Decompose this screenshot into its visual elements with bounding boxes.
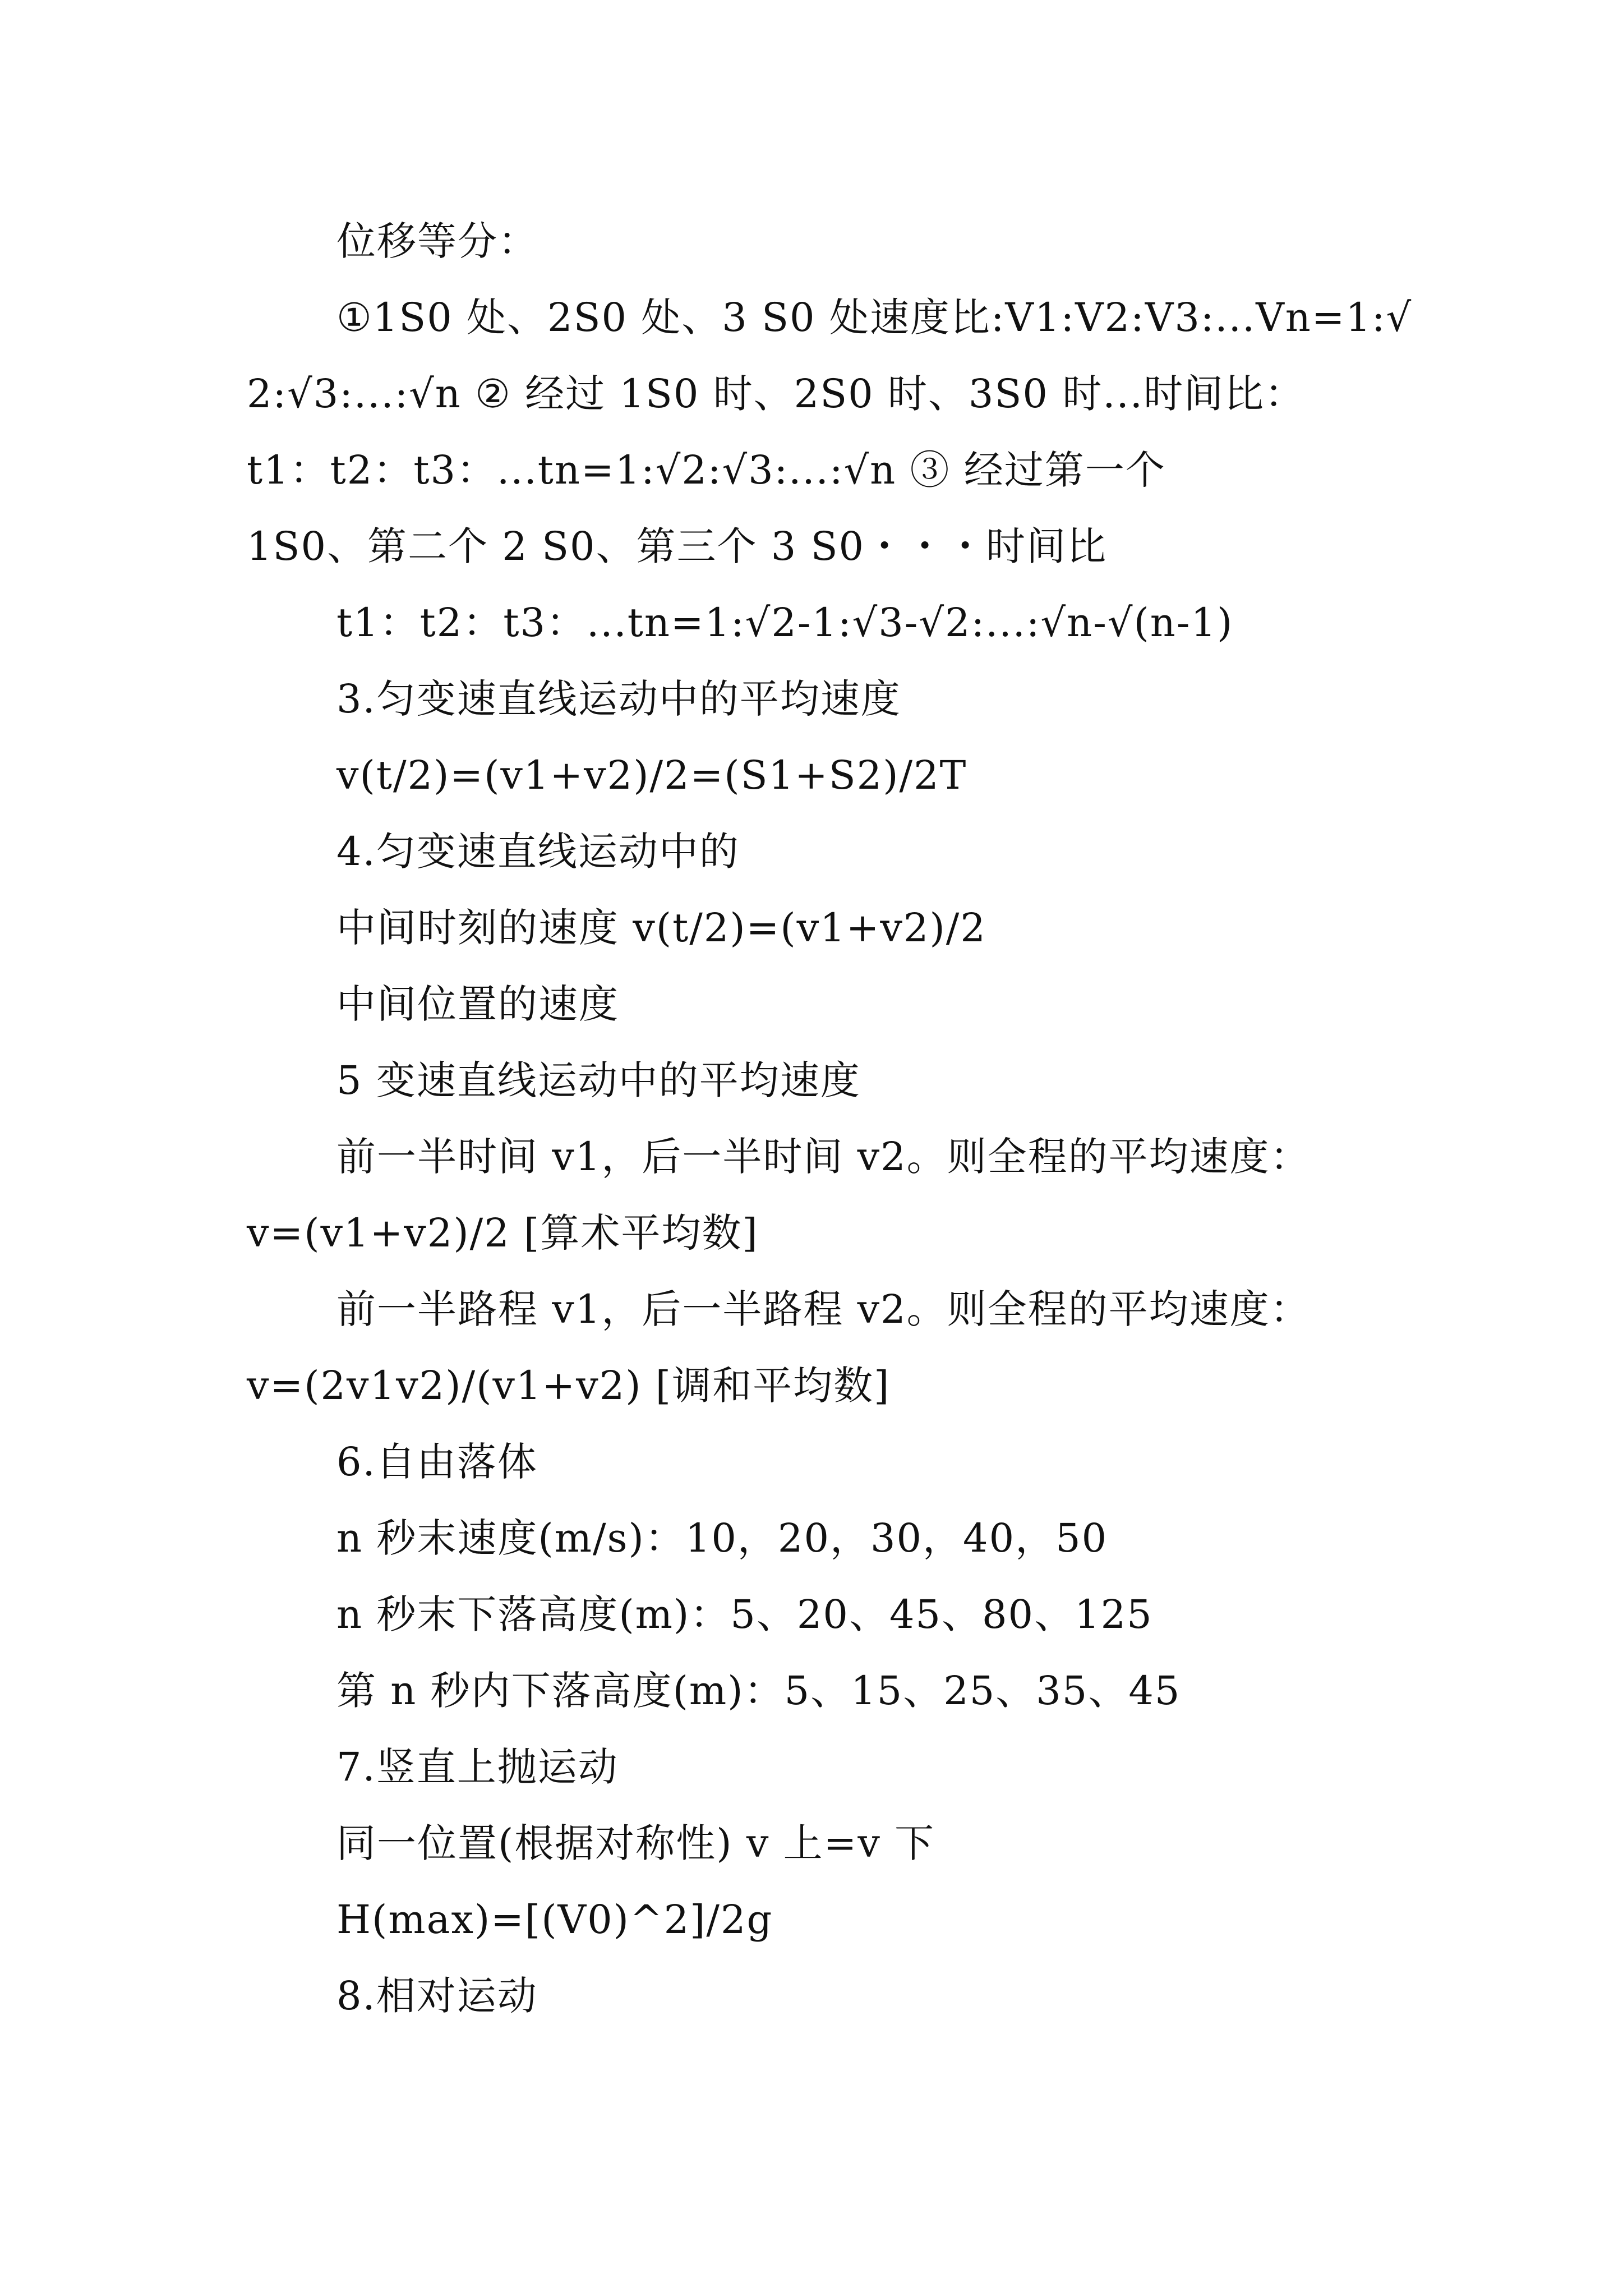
text-line-11: 中间位置的速度	[336, 981, 619, 1027]
text-line-8: v(t/2)=(v1+v2)/2=(S1+S2)/2T	[336, 752, 967, 798]
text-line-6: t1：t2：t3：...tn=1:√2-1:√3-√2:...:√n-√(n-1)	[336, 600, 1234, 646]
text-line-4: t1：t2：t3：...tn=1:√2:√3:...:√n ③ 经过第一个	[247, 447, 1166, 493]
text-line-18: n 秒末速度(m/s)：10，20，30，40，50	[336, 1515, 1108, 1561]
text-line-12: 5 变速直线运动中的平均速度	[336, 1057, 861, 1103]
text-line-10: 中间时刻的速度 v(t/2)=(v1+v2)/2	[336, 905, 986, 951]
text-line-14: v=(v1+v2)/2 [算术平均数]	[247, 1210, 759, 1256]
text-line-7: 3.匀变速直线运动中的平均速度	[336, 676, 901, 722]
text-line-16: v=(2v1v2)/(v1+v2) [调和平均数]	[247, 1363, 891, 1409]
text-line-17: 6.自由落体	[336, 1439, 538, 1485]
text-line-13: 前一半时间 v1，后一半时间 v2。则全程的平均速度：	[336, 1134, 1311, 1180]
text-line-21: 7.竖直上抛运动	[336, 1744, 619, 1790]
text-line-24: 8.相对运动	[336, 1973, 538, 2019]
text-line-20: 第 n 秒内下落高度(m)：5、15、25、35、45	[336, 1668, 1181, 1714]
text-line-9: 4.匀变速直线运动中的	[336, 829, 740, 875]
text-line-15: 前一半路程 v1，后一半路程 v2。则全程的平均速度：	[336, 1286, 1311, 1332]
text-line-19: n 秒末下落高度(m)：5、20、45、80、125	[336, 1591, 1153, 1637]
text-line-2: ①1S0 处、2S0 处、3 S0 处速度比:V1:V2:V3:...Vn=1:√	[336, 295, 1413, 341]
text-line-3: 2:√3:...:√n ② 经过 1S0 时、2S0 时、3S0 时...时间比：	[247, 371, 1305, 417]
text-line-5: 1S0、第二个 2 S0、第三个 3 S0・・・时间比	[247, 523, 1108, 569]
text-line-22: 同一位置(根据对称性) v 上=v 下	[336, 1820, 935, 1866]
text-line-23: H(max)=[(V0)^2]/2g	[336, 1897, 773, 1943]
text-line-1: 位移等分：	[336, 218, 538, 264]
